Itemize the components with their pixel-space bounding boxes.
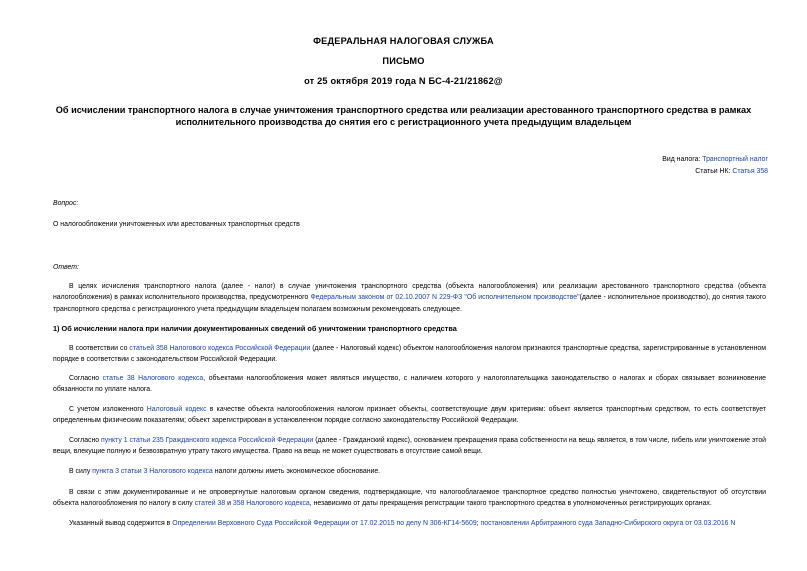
tax-type-link[interactable]: Транспортный налог [702,156,768,163]
text-run: В связи с этим документированные и не опровергнутые налоговым органом сведения, подтверждающие, что налогооблагаемое транспортное средство полностью уничтожено, свидетельствуют об отсутствии объекта налогообложения по налогу в силу [53,489,766,508]
paragraph-2 [53,343,766,366]
answer-paragraph-1 [53,281,766,315]
article-358-link[interactable]: статьей 358 Налогового кодекса Российской Федерации [129,345,311,352]
question-label-text: Вопрос: [53,200,79,207]
answer-label-text: Ответ: [53,264,79,271]
text-run: В целях исчисления транспортного налога (далее - налог) в случае уничтожения транспортного средства (объекта налогообложения) или реализации арестованного транспортного средства (объекта налогообложения) в рамках исполнительного производства, предусмотренного [53,283,766,302]
subject-line-1: Об исчислении транспортного налога в случае уничтожения транспортного средства или реализации арестованного транспортного средства в рамках [55,105,752,115]
text-run: ; [476,520,479,527]
supreme-court-ruling-link[interactable]: Определении Верховного Суда Российской Федерации от 17.02.2015 по делу N 306-КГ14-5609 [172,520,477,527]
text-run: (далее - исполнительное производство), до снятия такого транспортного средства с регистрационного учета предыдущим владельцем полагаем возможным рекомендовать следующее. [53,294,766,313]
document-subject [0,105,807,128]
text-run: Указанный вывод содержится в [69,520,171,527]
civil-code-235-link[interactable]: пункту 1 статьи 235 Гражданского кодекса Российской Федерации [101,437,314,444]
article-38-link[interactable]: статье 38 Налогового кодекса [102,375,204,382]
articles-38-link[interactable]: статей 38 [194,500,226,508]
subject-line-2: исполнительного производства до снятия его с регистрационного учета предыдущим владельцем [175,116,632,127]
law-229-fz-link[interactable]: Федеральным законом от 02.10.2007 N 229-ФЗ "Об исполнительном производстве" [310,294,580,302]
text-run: и [227,500,231,508]
text-run: В соответствии со [69,345,128,352]
paragraph-4 [53,404,766,427]
section-1-title: 1) Об исчислении налога при наличии документированных сведений об уничтожении транспортного средства [53,324,457,333]
text-run: (далее - Налоговый кодекс) объектом налогообложения налогом признаются транспортные средства, зарегистрированные в установленном порядке в соответствии с законодательством Российской Федерации. [53,345,766,364]
paragraph-7 [53,487,766,510]
tax-code-link[interactable]: Налоговый кодекс [146,406,207,413]
answer-label [53,262,79,273]
text-run: В силу [69,468,91,475]
nk-article-label: Статьи НК: [695,168,731,175]
article-3-link[interactable]: пункта 3 статьи 3 Налогового кодекса [92,468,213,475]
paragraph-5 [53,435,766,458]
tax-type-row [662,156,768,163]
text-run: , независимо от даты прекращения регистрации такого транспортного средства в уполномоченных регистрирующих органах. [309,500,712,508]
text-run: Согласно [69,375,100,382]
nk-article-link[interactable]: Статья 358 [732,168,768,175]
paragraph-6 [53,466,766,477]
paragraph-3 [53,373,766,396]
text-run: в качестве объекта налогообложения налогом признает объекты, соответствующие двум критериям: объект является транспортным средством, то есть соответствует определенным физическим показателям; объект зарегистрирован в установленном порядке согласно законодательству Российской Федерации. [53,406,766,425]
text-run: Согласно [69,437,100,444]
agency-title: ФЕДЕРАЛЬНАЯ НАЛОГОВАЯ СЛУЖБА [313,36,494,46]
text-run: (далее - Гражданский кодекс), основанием прекращения права собственности на вещь является, в том числе, гибель или уничтожение этой вещи, влекущие полную и безвозвратную утрату такого имущества. Право на вещь не может существовать в отсутствие самой вещи. [53,437,766,456]
paragraph-8 [53,518,766,529]
text-run: С учетом изложенного [69,406,144,413]
document-date-number: от 25 октября 2019 года N БС-4-21/21862@ [304,76,503,86]
nk-article-row [695,168,768,175]
question-label [53,198,78,209]
text-run: , объектами налогообложения может являться имущество, с наличием которого у налогоплательщика законодательство о налогах и сборах связывает возникновение обязанности по уплате налога. [53,375,766,394]
tax-type-label: Вид налога: [662,156,701,163]
article-358-tax-code-link[interactable]: 358 Налогового кодекса [232,500,310,508]
text-run: налоги должны иметь экономическое обоснование. [214,468,381,475]
arbitration-court-ruling-link[interactable]: постановлении Арбитражного суда Западно-Сибирского округа от 03.03.2016 N [480,520,736,527]
document-type: ПИСЬМО [382,56,425,66]
question-text: О налогообложении уничтоженных или арестованных транспортных средств [53,221,300,228]
